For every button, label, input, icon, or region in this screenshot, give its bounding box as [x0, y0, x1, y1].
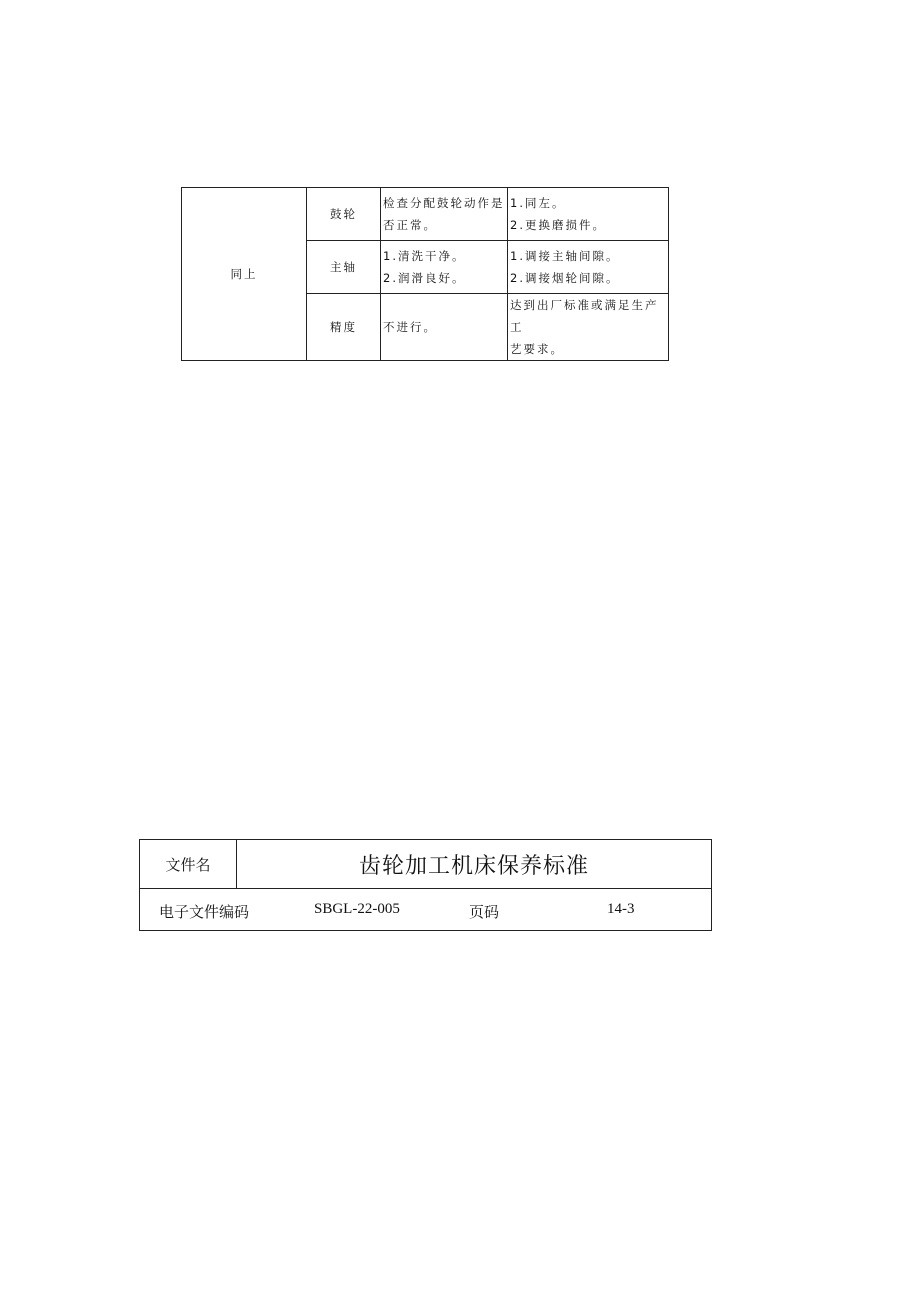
group-label-cell [182, 188, 307, 361]
check-cell [381, 241, 508, 294]
document-title-cell [237, 840, 712, 889]
page-label: 页码 [469, 903, 500, 921]
code-label: 电子文件编码 [159, 903, 250, 921]
check-text-line: 否正常。 [383, 218, 437, 232]
title-row [140, 840, 712, 889]
maintenance-table [181, 187, 669, 361]
table-row [182, 188, 669, 241]
meta-row [140, 889, 712, 931]
check-text-line: 2.润滑良好。 [383, 271, 466, 285]
action-text-line: 艺要求。 [510, 342, 564, 356]
action-text-line: 2.调接烟轮间隙。 [510, 271, 620, 285]
meta-cell [140, 889, 712, 931]
action-text-line: 2.更换磨损件。 [510, 218, 606, 232]
action-cell [508, 188, 669, 241]
group-label: 同上 [230, 267, 258, 281]
page-value: 14-3 [607, 901, 635, 917]
part-cell [307, 188, 381, 241]
check-cell [381, 294, 508, 361]
action-text-line: 达到出厂标准或满足生产工 [510, 298, 659, 334]
action-text-line: 1.同左。 [510, 196, 566, 210]
part-cell [307, 241, 381, 294]
check-text-line: 检查分配鼓轮动作是 [383, 196, 505, 210]
action-cell [508, 241, 669, 294]
check-cell [381, 188, 508, 241]
action-text-line: 1.调接主轴间隙。 [510, 249, 620, 263]
action-cell [508, 294, 669, 361]
document-info-table [139, 839, 712, 931]
check-text-line: 1.清洗干净。 [383, 249, 466, 263]
part-name: 主轴 [330, 260, 357, 274]
part-name: 鼓轮 [330, 207, 357, 221]
filename-label: 文件名 [165, 855, 211, 874]
filename-label-cell [140, 840, 237, 889]
part-name: 精度 [330, 320, 357, 334]
code-value: SBGL-22-005 [314, 901, 400, 917]
check-text-line: 不进行。 [383, 320, 437, 334]
part-cell [307, 294, 381, 361]
document-title: 齿轮加工机床保养标准 [358, 853, 589, 879]
